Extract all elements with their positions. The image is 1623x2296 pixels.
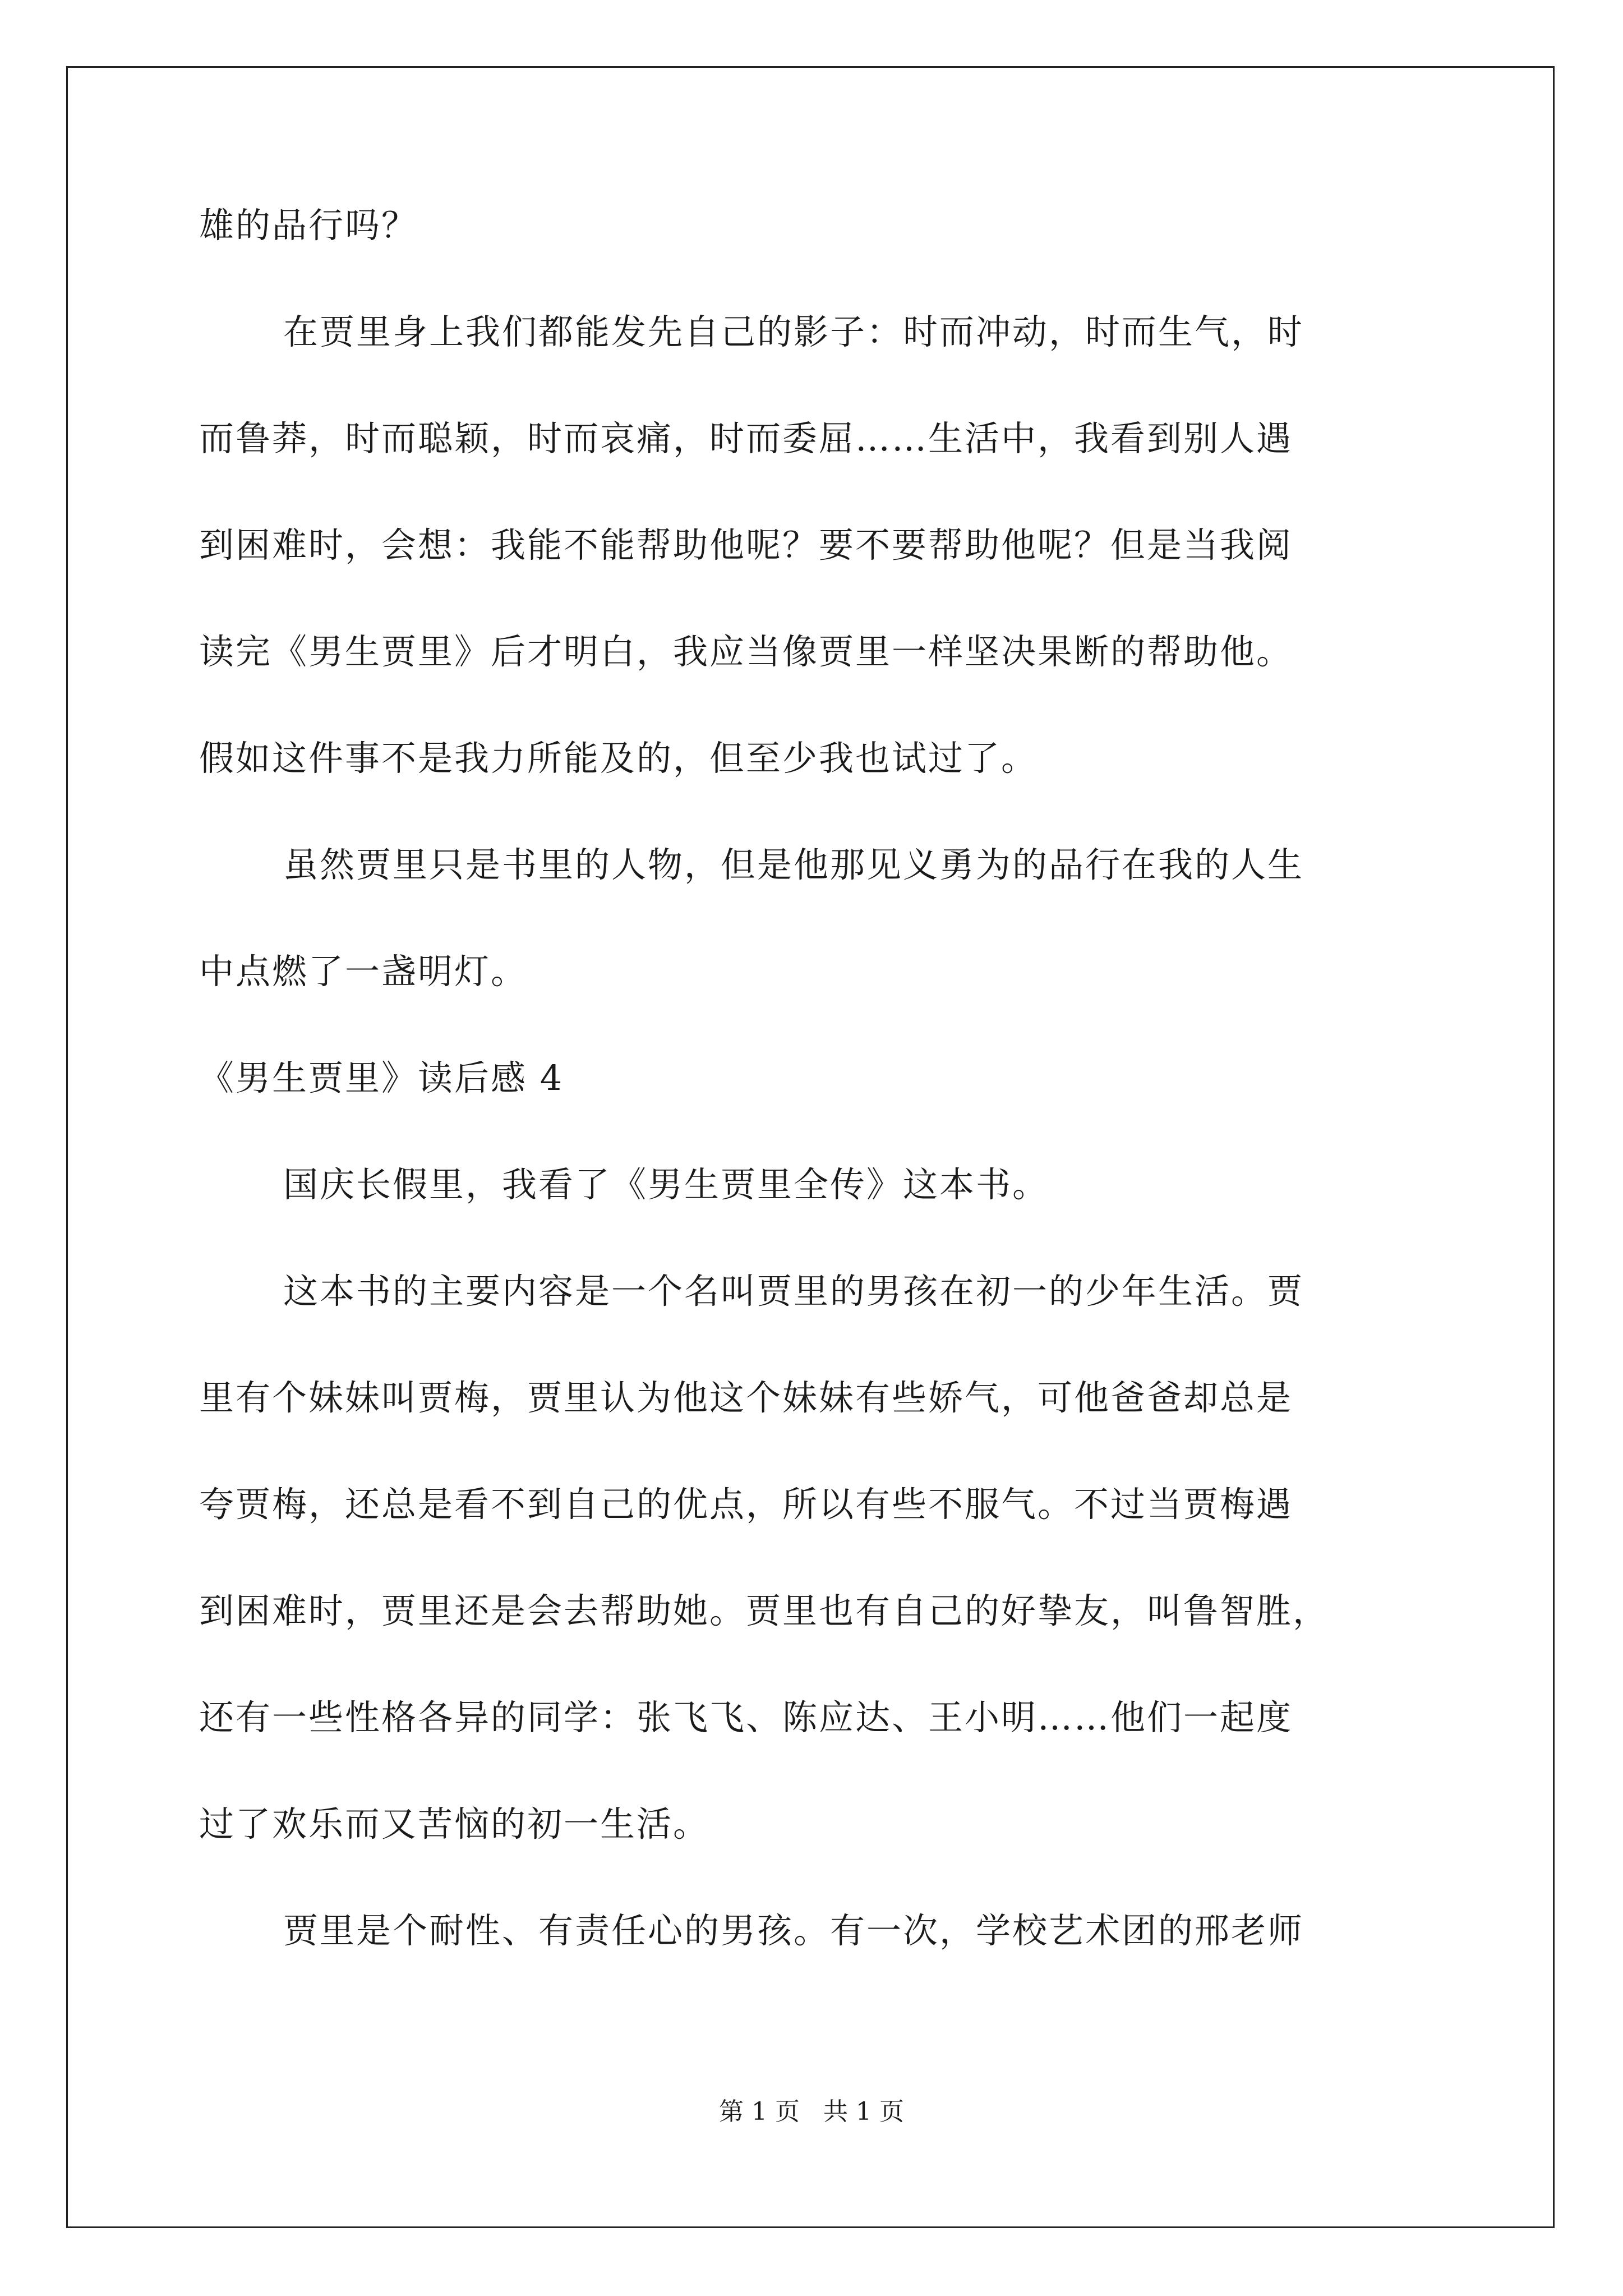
- text-line: 假如这件事不是我力所能及的，但至少我也试过了。: [199, 738, 1038, 779]
- text-line: 贾里是个耐性、有责任心的男孩。有一次，学校艺术团的邢老师: [283, 1910, 1304, 1951]
- text-line: 在贾里身上我们都能发先自己的影子：时而冲动，时而生气，时: [283, 311, 1304, 352]
- text-line: 到困难时，贾里还是会去帮助她。贾里也有自己的好挚友，叫鲁智胜，: [199, 1590, 1330, 1631]
- text-line: 过了欢乐而又苦恼的初一生活。: [199, 1803, 710, 1844]
- text-line: 而鲁莽，时而聪颖，时而哀痛，时而委屈……生活中，我看到别人遇: [199, 418, 1293, 459]
- text-line: 还有一些性格各异的同学：张飞飞、陈应达、王小明……他们一起度: [199, 1697, 1293, 1738]
- text-line: 到困难时，会想：我能不能帮助他呢？要不要帮助他呢？但是当我阅: [199, 524, 1293, 565]
- text-line: 夸贾梅，还总是看不到自己的优点，所以有些不服气。不过当贾梅遇: [199, 1484, 1293, 1525]
- page-border: [66, 66, 1555, 2228]
- text-line: 里有个妹妹叫贾梅，贾里认为他这个妹妹有些娇气，可他爸爸却总是: [199, 1377, 1293, 1418]
- text-line: 读完《男生贾里》后才明白，我应当像贾里一样坚决果断的帮助他。: [199, 631, 1293, 672]
- text-line: 国庆长假里，我看了《男生贾里全传》这本书。: [283, 1164, 1049, 1205]
- text-line: 中点燃了一盏明灯。: [199, 951, 528, 992]
- text-line: 这本书的主要内容是一个名叫贾里的男孩在初一的少年生活。贾: [283, 1271, 1304, 1312]
- section-heading: 《男生贾里》读后感 4: [199, 1057, 564, 1098]
- text-line: 虽然贾里只是书里的人物，但是他那见义勇为的品行在我的人生: [283, 844, 1304, 885]
- text-line: 雄的品行吗？: [199, 205, 418, 246]
- page-footer: 第 1 页 共 1 页: [719, 2097, 904, 2126]
